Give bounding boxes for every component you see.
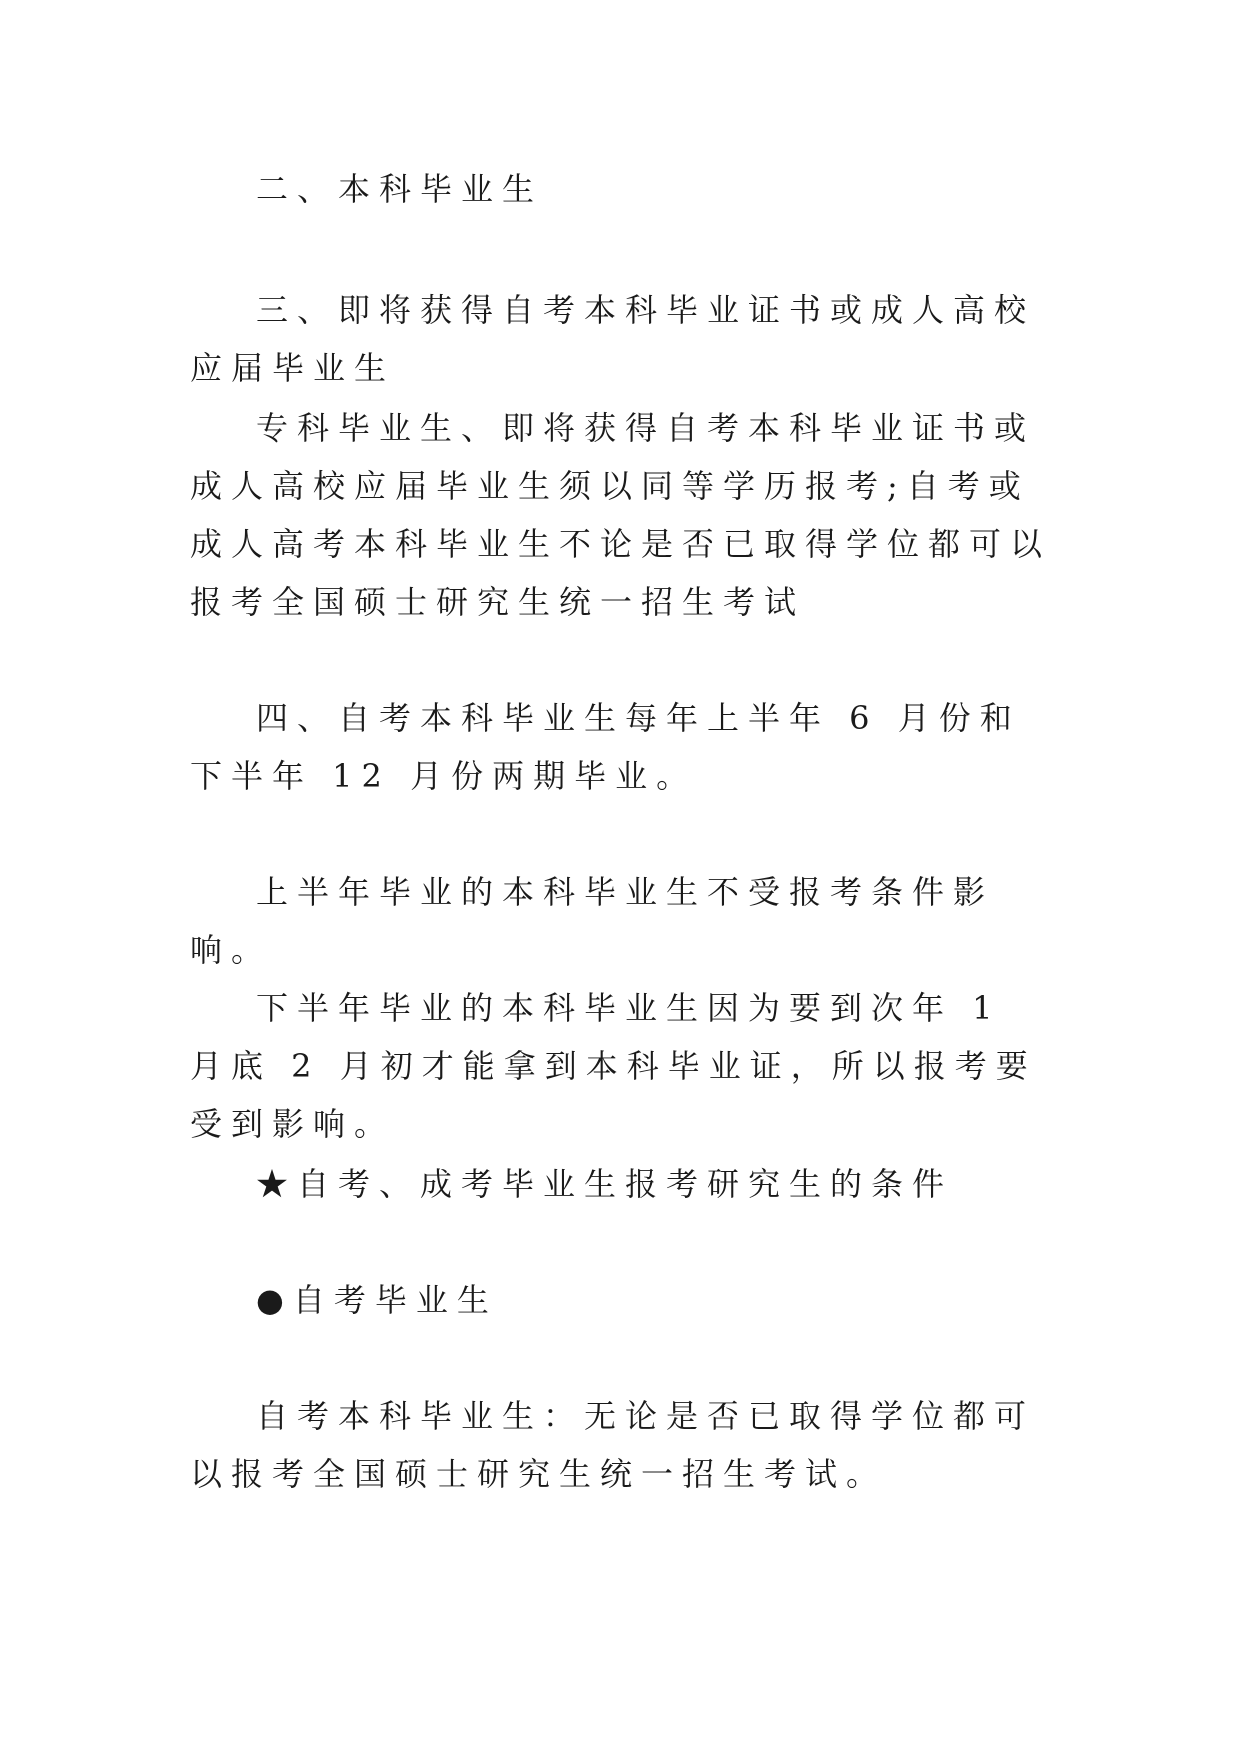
paragraph-self-study-eligibility: 自考本科毕业生：无论是否已取得学位都可以报考全国硕士研究生统一招生考试。 — [190, 1397, 1036, 1493]
bullet-heading-self-study: ●自考毕业生 — [256, 1281, 498, 1319]
section-heading-upcoming-graduates: 三、即将获得自考本科毕业证书或成人高校应届毕业生 — [190, 291, 1036, 387]
section-heading-undergraduate: 二、本科毕业生 — [256, 170, 544, 208]
star-heading-conditions: ★自考、成考毕业生报考研究生的条件 — [256, 1165, 954, 1203]
paragraph-equivalent-education: 专科毕业生、即将获得自考本科毕业证书或成人高校应届毕业生须以同等学历报考;自考或成人高考本科毕业生不论是否已取得学位都可以报考全国硕士研究生统一招生考试 — [190, 409, 1052, 621]
paragraph-first-half-graduates: 上半年毕业的本科毕业生不受报考条件影响。 — [190, 873, 995, 969]
paragraph-second-half-graduates: 下半年毕业的本科毕业生因为要到次年 1 月底 2 月初才能拿到本科毕业证，所以报考要受到影响。 — [190, 989, 1037, 1143]
section-heading-graduation-periods: 四、自考本科毕业生每年上半年 6 月份和下半年 12 月份两期毕业。 — [190, 699, 1021, 795]
